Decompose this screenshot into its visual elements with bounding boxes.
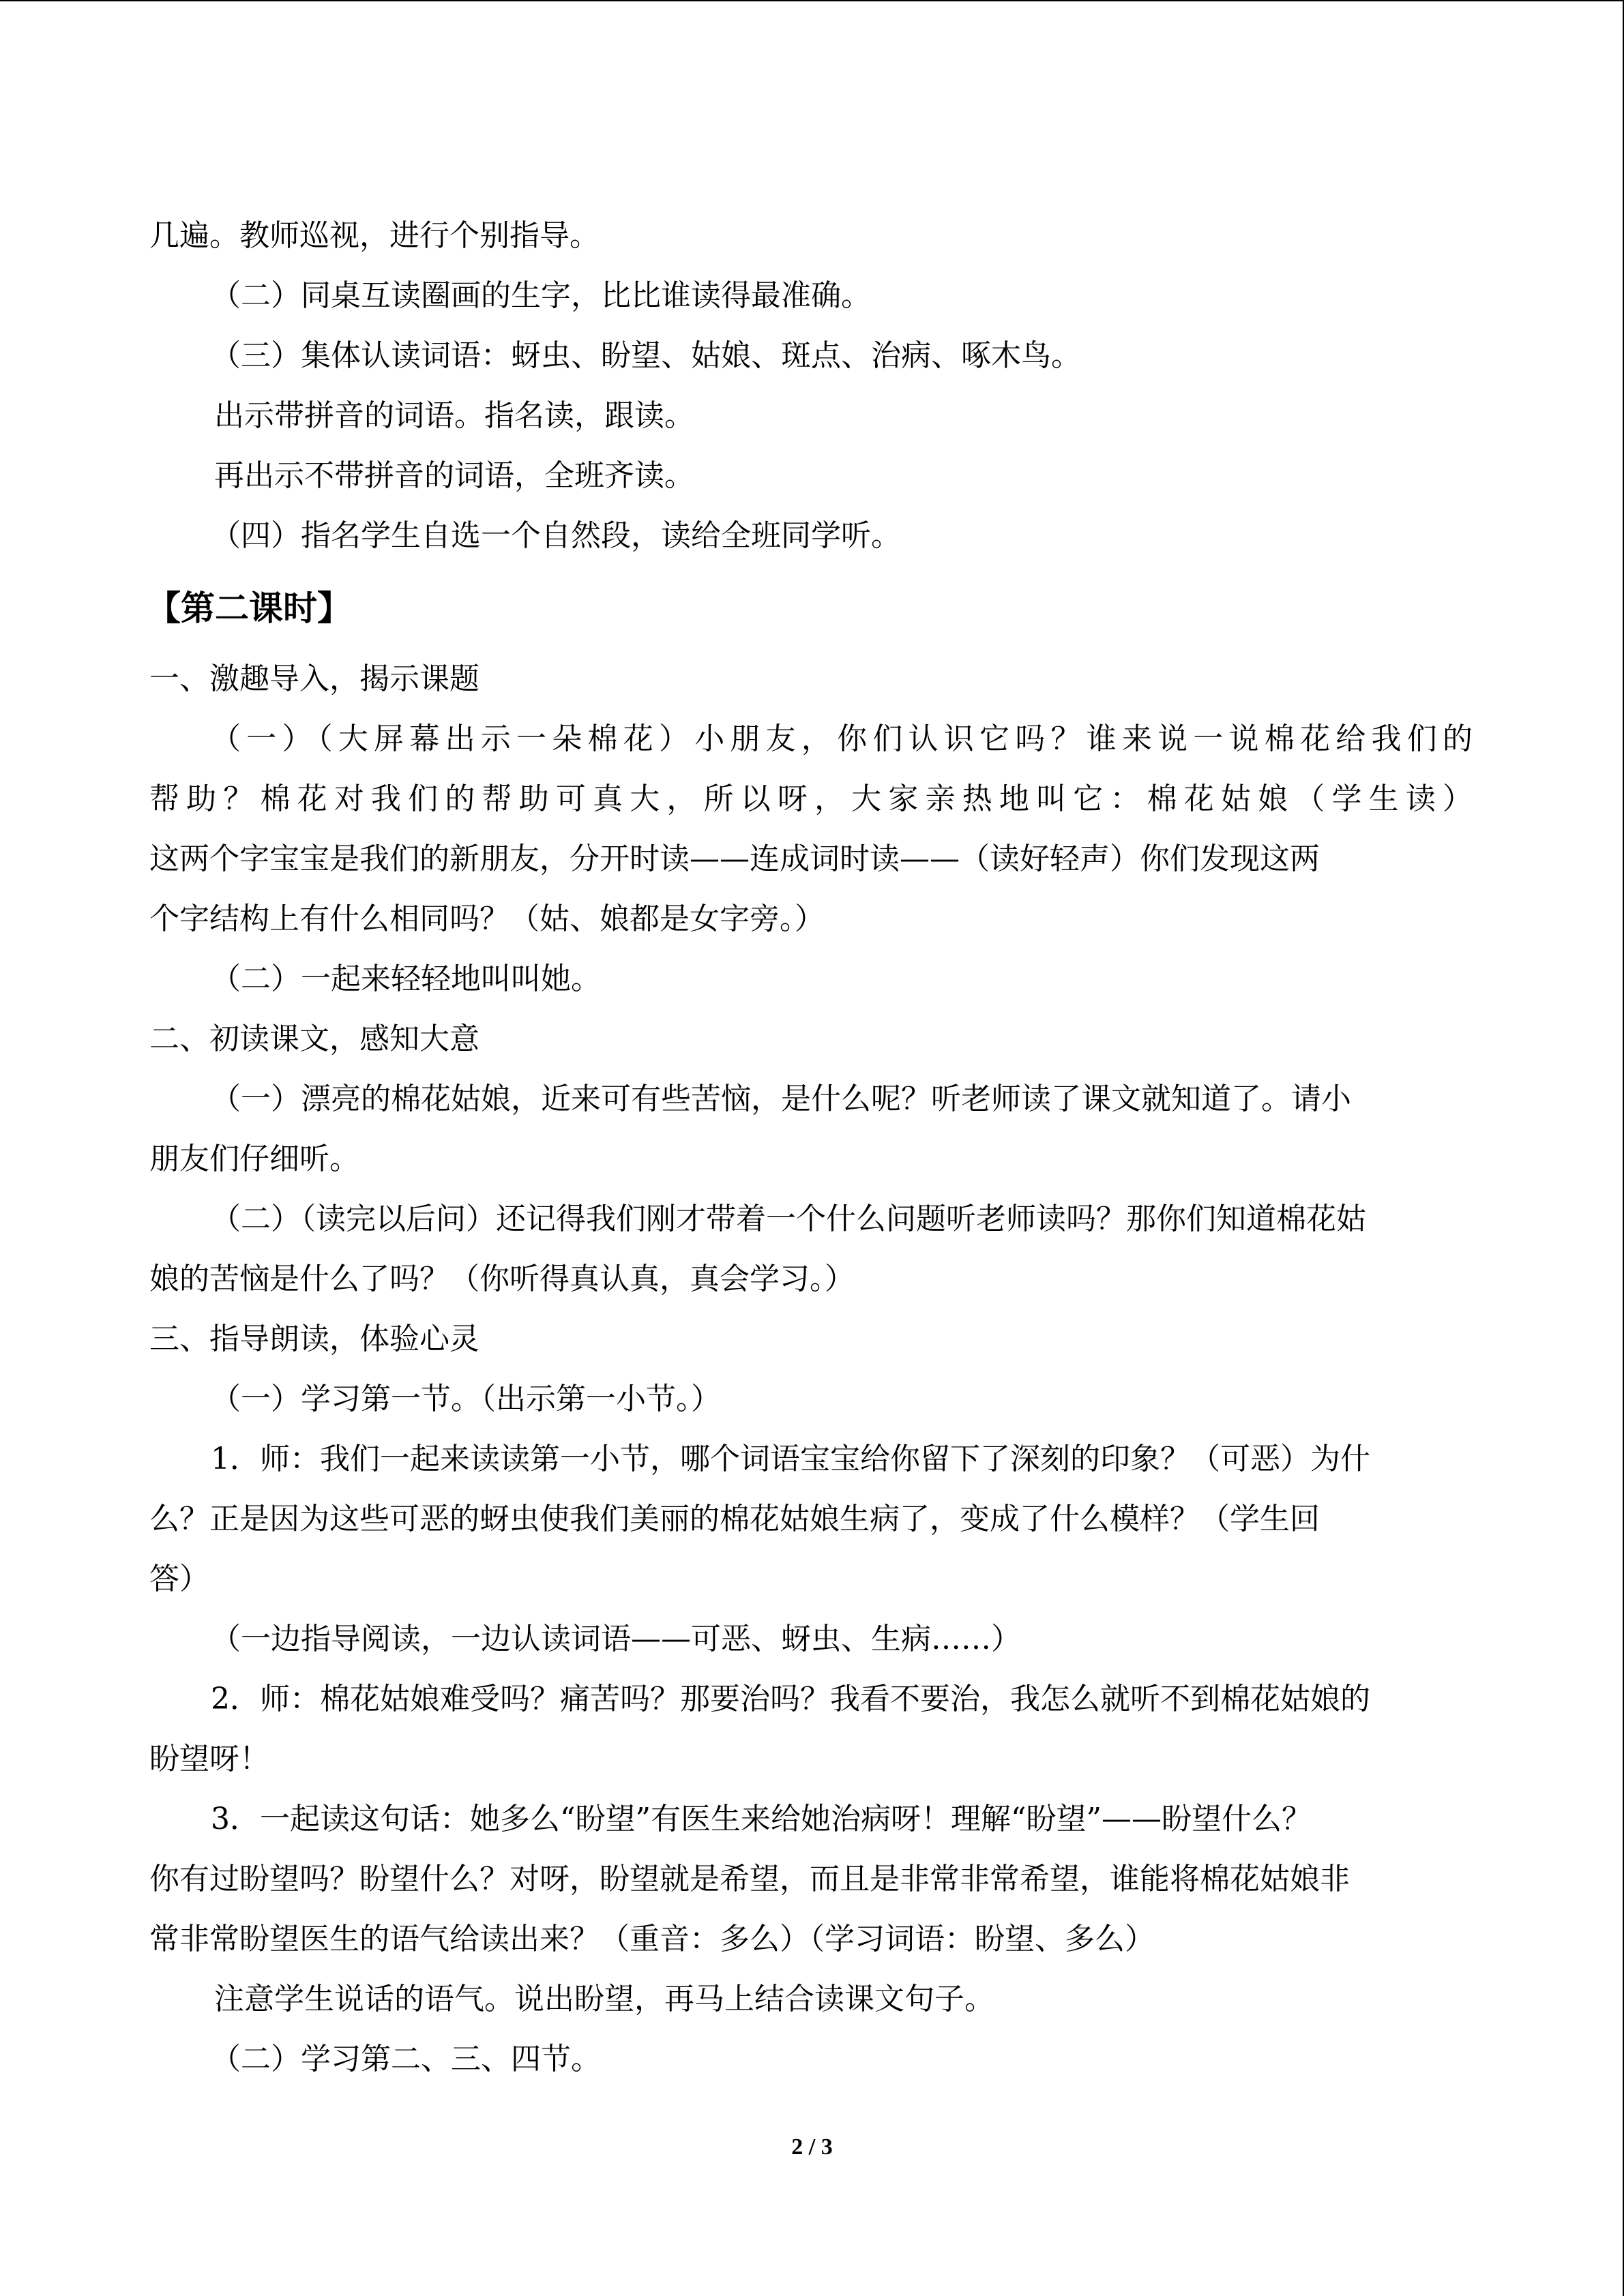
text-line: （一边指导阅读，一边认读词语——可恶、蚜虫、生病……） — [211, 1622, 1021, 1656]
text-line: （三）集体认读词语：蚜虫、盼望、姑娘、斑点、治病、啄木鸟。 — [211, 338, 1081, 373]
text-line: 注意学生说话的语气。说出盼望，再马上结合读课文句子。 — [214, 1982, 994, 2016]
text-line: 个字结构上有什么相同吗？（姑、娘都是女字旁。） — [149, 901, 825, 936]
text-line: （一）漂亮的棉花姑娘，近来可有些苦恼，是什么呢？听老师读了课文就知道了。请小 — [211, 1082, 1351, 1116]
text-line: 朋友们仔细听。 — [149, 1142, 359, 1176]
text-line: （二）一起来轻轻地叫叫她。 — [211, 961, 601, 996]
text-line: 么？正是因为这些可恶的蚜虫使我们美丽的棉花姑娘生病了，变成了什么模样？（学生回 — [149, 1502, 1320, 1536]
text-line: 帮助？棉花对我们的帮助可真大，所以呀，大家亲热地叫它：棉花姑娘（学生读） — [149, 781, 1473, 816]
text-line: 这两个字宝宝是我们的新朋友，分开时读——连成词时读——（读好轻声）你们发现这两 — [149, 841, 1320, 876]
section-title: 一、激趣导入，揭示课题 — [149, 661, 479, 696]
text-line: 常非常盼望医生的语气给读出来？（重音：多么）（学习词语：盼望、多么） — [149, 1922, 1155, 1956]
text-line: 盼望呀！ — [149, 1742, 269, 1776]
text-line: 出示带拼音的词语。指名读，跟读。 — [214, 398, 694, 433]
text-line: （二）同桌互读圈画的生字，比比谁读得最准确。 — [211, 278, 871, 313]
lesson-heading: 【第二课时】 — [147, 588, 351, 628]
text-line: 你有过盼望吗？盼望什么？对呀，盼望就是希望，而且是非常非常希望，谁能将棉花姑娘非 — [149, 1862, 1350, 1896]
text-line: 3．一起读这句话：她多么“盼望”有医生来给她治病呀！理解“盼望”——盼望什么？ — [211, 1802, 1312, 1836]
section-title: 三、指导朗读，体验心灵 — [149, 1322, 479, 1356]
text-line: （一）（大屏幕出示一朵棉花）小朋友，你们认识它吗？谁来说一说棉花给我们的 — [211, 721, 1473, 756]
text-line: （二）（读完以后问）还记得我们刚才带着一个什么问题听老师读吗？那你们知道棉花姑 — [211, 1202, 1366, 1236]
page-number: 2 / 3 — [791, 2134, 833, 2160]
text-line: 几遍。教师巡视，进行个别指导。 — [149, 218, 600, 253]
section-title: 二、初读课文，感知大意 — [149, 1022, 479, 1056]
text-line: （二）学习第二、三、四节。 — [211, 2042, 601, 2076]
text-line: 2．师：棉花姑娘难受吗？痛苦吗？那要治吗？我看不要治，我怎么就听不到棉花姑娘的 — [211, 1682, 1370, 1716]
document-body — [149, 206, 1473, 2089]
text-line: 再出示不带拼音的词语，全班齐读。 — [214, 458, 694, 493]
text-line: 1．师：我们一起来读读第一小节，哪个词语宝宝给你留下了深刻的印象？（可恶）为什 — [211, 1442, 1370, 1476]
text-line: （四）指名学生自选一个自然段，读给全班同学听。 — [211, 518, 901, 553]
text-line: 答） — [149, 1562, 209, 1596]
text-line: 娘的苦恼是什么了吗？（你听得真认真，真会学习。） — [149, 1262, 855, 1296]
text-line: （一）学习第一节。（出示第一小节。） — [211, 1382, 721, 1416]
